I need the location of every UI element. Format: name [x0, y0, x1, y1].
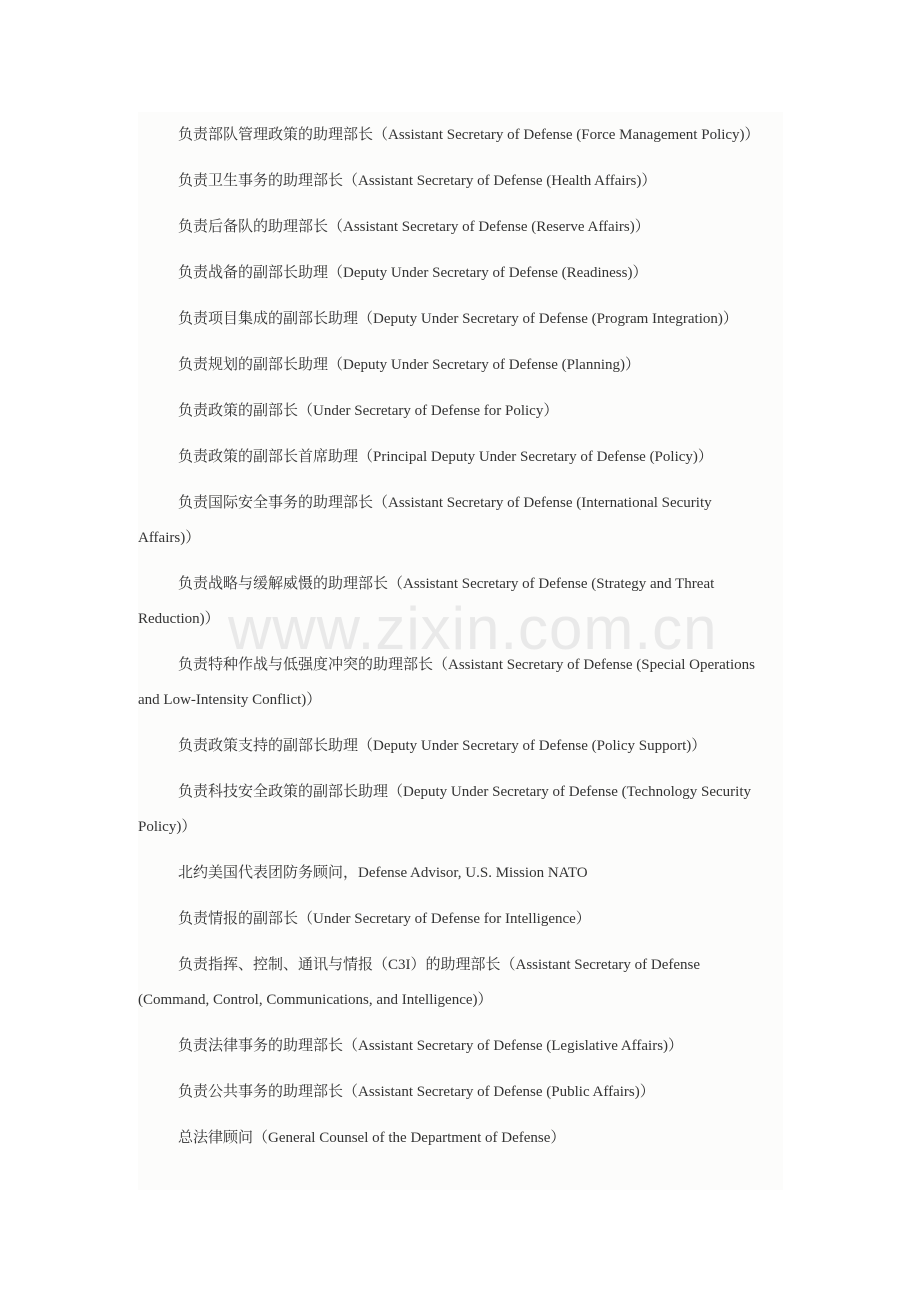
paragraph-readiness: 负责战备的副部长助理（Deputy Under Secretary of Defense (Readiness)）	[178, 265, 648, 281]
paragraph-reserve-affairs: 负责后备队的助理部长（Assistant Secretary of Defense (Reserve Affairs)）	[178, 219, 650, 235]
paragraph-force-management-policy: 负责部队管理政策的助理部长（Assistant Secretary of Defense (Force Management Policy)）	[178, 127, 760, 143]
paragraph-special-operations: 负责特种作战与低强度冲突的助理部长（Assistant Secretary of Defense (Special Operations and Low-Intensity Conflict)）	[138, 657, 755, 708]
paragraph-public-affairs: 负责公共事务的助理部长（Assistant Secretary of Defense (Public Affairs)）	[178, 1084, 655, 1100]
paragraph-general-counsel: 总法律顾问（General Counsel of the Department of Defense）	[178, 1130, 566, 1146]
paragraph-program-integration: 负责项目集成的副部长助理（Deputy Under Secretary of Defense (Program Integration)）	[178, 311, 738, 327]
paragraph-legislative-affairs: 负责法律事务的助理部长（Assistant Secretary of Defense (Legislative Affairs)）	[178, 1038, 684, 1054]
paragraph-strategy-threat-reduction: 负责战略与缓解威慑的助理部长（Assistant Secretary of Defense (Strategy and Threat Reduction)）	[138, 576, 715, 627]
paragraph-planning: 负责规划的副部长助理（Deputy Under Secretary of Defense (Planning)）	[178, 357, 640, 373]
paragraph-under-secretary-intelligence: 负责情报的副部长（Under Secretary of Defense for Intelligence）	[178, 911, 591, 927]
paragraph-international-security-affairs: 负责国际安全事务的助理部长（Assistant Secretary of Defense (International Security Affairs)）	[138, 495, 712, 546]
paragraph-c3i: 负责指挥、控制、通讯与情报（C3I）的助理部长（Assistant Secretary of Defense (Command, Control, Communications, and Intelligence)）	[138, 957, 701, 1008]
paragraph-under-secretary-policy: 负责政策的副部长（Under Secretary of Defense for Policy）	[178, 403, 559, 419]
paragraph-nato-defense-advisor: 北约美国代表团防务顾问，Defense Advisor, U.S. Mission NATO	[178, 865, 588, 881]
paragraph-policy-support: 负责政策支持的副部长助理（Deputy Under Secretary of Defense (Policy Support)）	[178, 738, 707, 754]
document-body	[138, 118, 763, 1167]
paragraph-principal-deputy-policy: 负责政策的副部长首席助理（Principal Deputy Under Secretary of Defense (Policy)）	[178, 449, 713, 465]
watermark-text: www.zixin.com.cn	[228, 595, 718, 662]
paragraph-technology-security-policy: 负责科技安全政策的副部长助理（Deputy Under Secretary of Defense (Technology Security Policy)）	[138, 784, 751, 835]
paragraph-health-affairs: 负责卫生事务的助理部长（Assistant Secretary of Defense (Health Affairs)）	[178, 173, 657, 189]
